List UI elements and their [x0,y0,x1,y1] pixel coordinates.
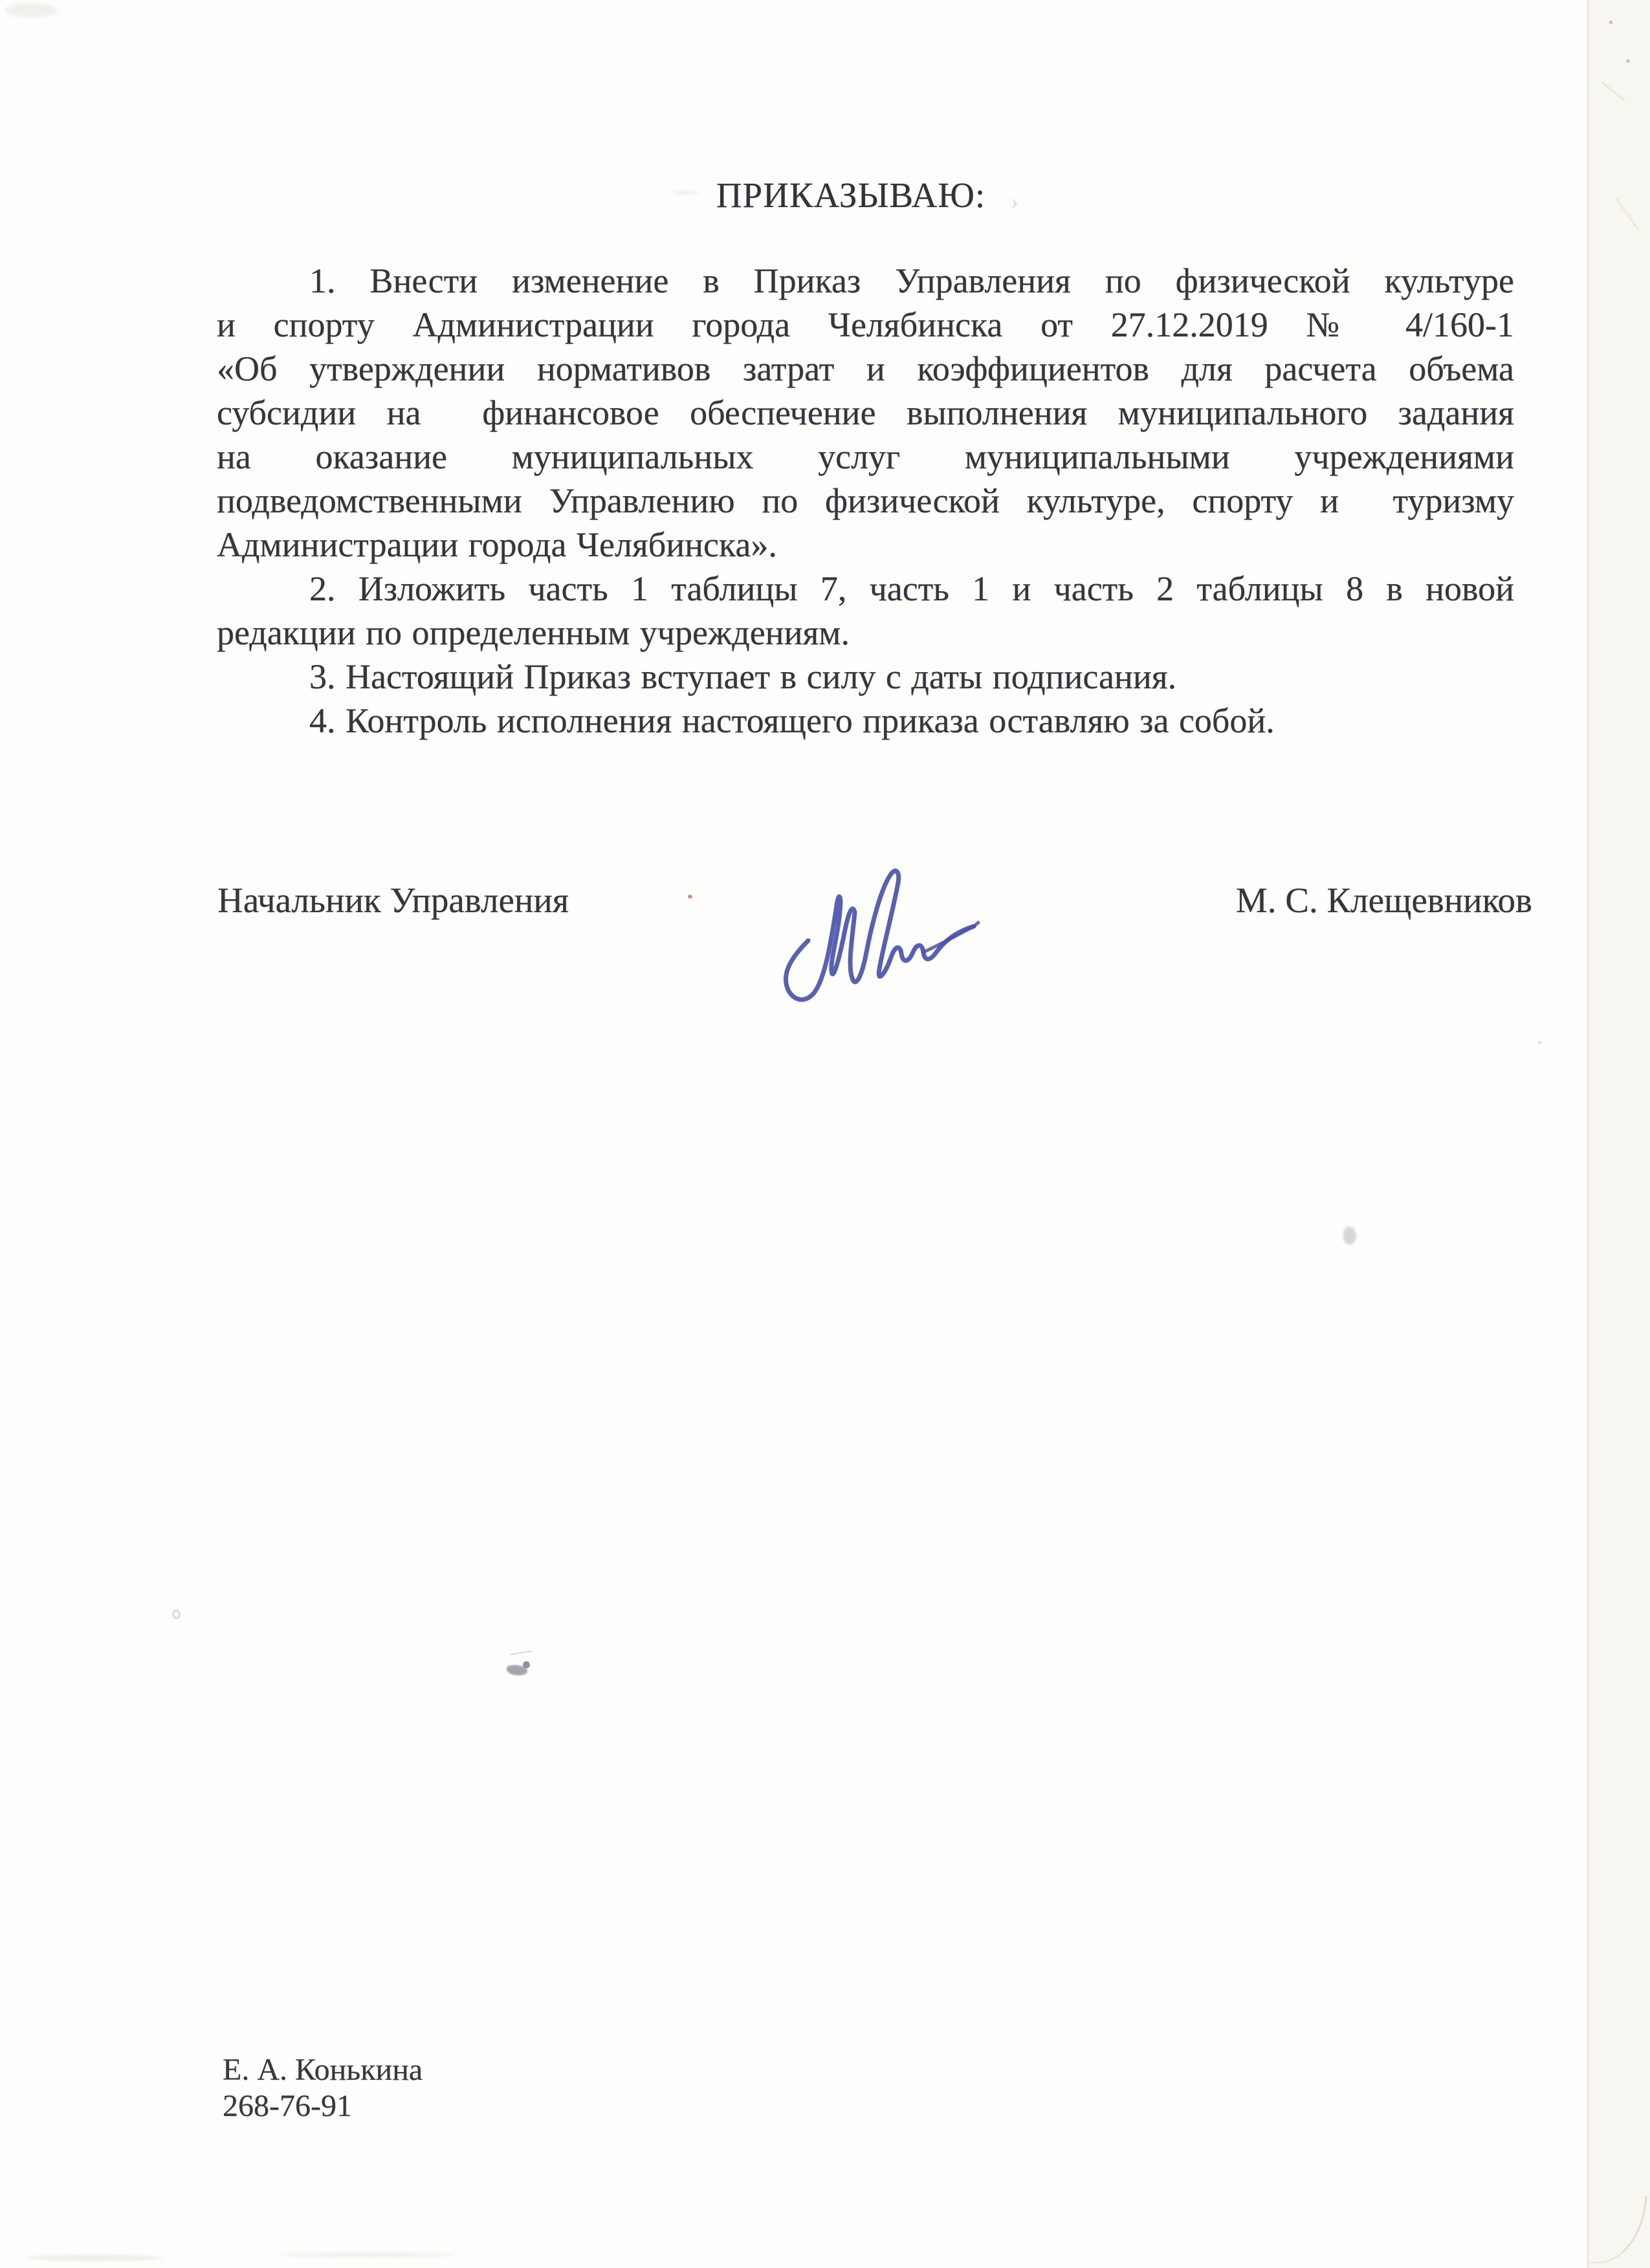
scan-smudge [673,191,699,195]
order-item-1-line-4: субсидии на финансовое обеспечение выполнения муниципального задания [217,393,1514,432]
scan-speck [688,895,692,899]
order-item-2-line-1: 2. Изложить часть 1 таблицы 7, часть 1 и часть 2 таблицы 8 в новой [309,569,1514,608]
signature-flick [923,922,978,952]
order-item-1-line-2: и спорту Администрации города Челябинска от 27.12.2019 № 4/160-1 [217,305,1514,344]
order-item-1-line-5: на оказание муниципальных услуг муниципальными учреждениями [217,437,1514,476]
order-item-1-line-7: Администрации города Челябинска». [217,525,777,564]
scan-edge-strip [1587,0,1650,2268]
order-item-4: 4. Контроль исполнения настоящего приказа оставляю за собой. [309,701,1275,740]
scan-smudge [1343,1227,1356,1245]
signature-stroke [786,871,974,999]
order-item-3: 3. Настоящий Приказ вступает в силу с даты подписания. [309,657,1177,696]
scan-speck [172,1609,181,1619]
scan-speck: › [1011,188,1018,214]
order-item-1-line-1: 1. Внести изменение в Приказ Управления по физической культуре [309,261,1514,300]
scan-smudge [523,1661,530,1668]
signer-name: М. С. Клещевников [1235,880,1532,920]
order-item-1-line-6: подведомственными Управлению по физической культуре, спорту и туризму [217,481,1514,520]
contact-block [223,2052,423,2124]
order-body [217,259,1514,743]
scan-scratch [1616,198,1639,230]
handwritten-signature [780,855,993,1010]
scan-smudge [278,2252,453,2257]
scan-scratch [1601,82,1625,101]
scan-smudge [5,3,57,17]
order-item-1-line-3: «Об утверждении нормативов затрат и коэффициентов для расчета объема [217,349,1514,388]
scan-speck [1538,1041,1541,1044]
order-item-2-line-2: редакции по определенным учреждениям. [217,613,850,652]
order-heading: ПРИКАЗЫВАЮ: [716,175,986,215]
scan-speck [1626,60,1630,63]
signer-position-title: Начальник Управления [217,880,569,920]
contact-phone: 268-76-91 [223,2089,352,2123]
scan-speck [1609,21,1612,24]
contact-name: Е. А. Конькина [223,2053,423,2087]
scan-smudge [27,2255,163,2261]
scan-scratch [510,1650,532,1655]
